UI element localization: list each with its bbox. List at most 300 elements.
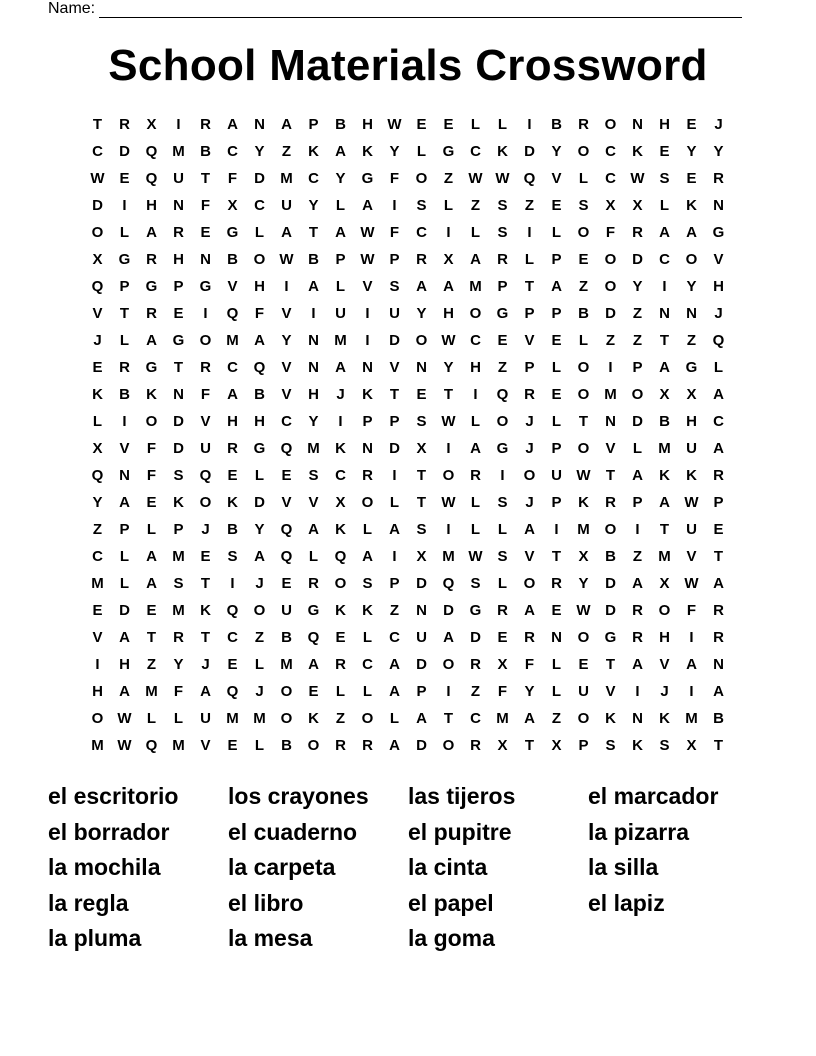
grid-letter[interactable]: O <box>604 521 617 538</box>
grid-letter[interactable]: R <box>551 575 562 592</box>
grid-letter[interactable]: Q <box>145 737 158 754</box>
grid-letter[interactable]: P <box>362 413 373 430</box>
grid-letter[interactable]: A <box>146 548 157 565</box>
grid-letter[interactable]: E <box>551 197 562 214</box>
grid-letter[interactable]: N <box>605 413 616 430</box>
grid-letter[interactable]: E <box>335 629 346 646</box>
grid-letter[interactable]: C <box>605 143 616 160</box>
grid-letter[interactable]: P <box>551 305 562 322</box>
grid-letter[interactable]: J <box>714 116 723 133</box>
grid-letter[interactable]: K <box>308 710 319 727</box>
grid-letter[interactable]: W <box>684 494 699 511</box>
grid-letter[interactable]: W <box>90 170 105 187</box>
grid-letter[interactable]: C <box>659 251 670 268</box>
grid-letter[interactable]: K <box>578 494 589 511</box>
grid-letter[interactable]: P <box>632 359 643 376</box>
grid-letter[interactable]: X <box>659 575 670 592</box>
grid-letter[interactable]: Q <box>145 143 158 160</box>
grid-letter[interactable]: U <box>335 305 346 322</box>
grid-letter[interactable]: J <box>525 494 534 511</box>
grid-letter[interactable]: V <box>200 413 211 430</box>
grid-letter[interactable]: I <box>392 467 397 484</box>
grid-letter[interactable]: D <box>605 575 616 592</box>
grid-letter[interactable]: G <box>496 305 509 322</box>
grid-letter[interactable]: Q <box>307 629 320 646</box>
grid-letter[interactable]: M <box>91 575 104 592</box>
grid-letter[interactable]: K <box>686 467 697 484</box>
grid-letter[interactable]: X <box>416 548 427 565</box>
grid-letter[interactable]: A <box>281 116 292 133</box>
grid-letter[interactable]: X <box>227 197 238 214</box>
grid-letter[interactable]: Y <box>713 143 724 160</box>
grid-letter[interactable]: O <box>442 656 455 673</box>
grid-letter[interactable]: D <box>524 143 535 160</box>
grid-letter[interactable]: P <box>416 683 427 700</box>
grid-letter[interactable]: T <box>119 305 130 322</box>
grid-letter[interactable]: B <box>227 251 238 268</box>
grid-letter[interactable]: H <box>254 278 265 295</box>
grid-letter[interactable]: T <box>416 467 427 484</box>
grid-letter[interactable]: A <box>146 224 157 241</box>
grid-letter[interactable]: W <box>630 170 645 187</box>
grid-letter[interactable]: M <box>280 656 293 673</box>
grid-letter[interactable]: K <box>362 143 373 160</box>
grid-letter[interactable]: L <box>443 197 454 214</box>
grid-letter[interactable]: G <box>199 278 212 295</box>
grid-letter[interactable]: O <box>604 278 617 295</box>
grid-letter[interactable]: I <box>473 386 478 403</box>
grid-letter[interactable]: J <box>201 521 210 538</box>
grid-letter[interactable]: G <box>469 602 482 619</box>
grid-letter[interactable]: Q <box>280 521 293 538</box>
grid-letter[interactable]: I <box>554 521 559 538</box>
grid-letter[interactable]: H <box>92 683 103 700</box>
grid-letter[interactable]: L <box>713 359 724 376</box>
grid-letter[interactable]: A <box>470 251 481 268</box>
grid-letter[interactable]: R <box>173 629 184 646</box>
grid-letter[interactable]: U <box>551 467 562 484</box>
grid-letter[interactable]: O <box>415 332 428 349</box>
grid-letter[interactable]: I <box>689 683 694 700</box>
grid-letter[interactable]: I <box>608 359 613 376</box>
grid-letter[interactable]: H <box>119 656 130 673</box>
grid-letter[interactable]: U <box>686 440 697 457</box>
grid-letter[interactable]: H <box>659 629 670 646</box>
grid-letter[interactable]: E <box>92 602 103 619</box>
grid-letter[interactable]: W <box>360 224 375 241</box>
grid-letter[interactable]: A <box>524 521 535 538</box>
grid-letter[interactable]: S <box>605 737 616 754</box>
grid-letter[interactable]: X <box>335 494 346 511</box>
grid-letter[interactable]: J <box>336 386 345 403</box>
grid-letter[interactable]: L <box>362 629 373 646</box>
grid-letter[interactable]: E <box>200 548 211 565</box>
grid-letter[interactable]: P <box>389 575 400 592</box>
grid-letter[interactable]: L <box>254 656 265 673</box>
grid-letter[interactable]: O <box>577 359 590 376</box>
grid-letter[interactable]: Q <box>226 305 239 322</box>
grid-letter[interactable]: A <box>686 224 697 241</box>
grid-letter[interactable]: N <box>119 467 130 484</box>
grid-letter[interactable]: Y <box>551 143 562 160</box>
grid-letter[interactable]: T <box>524 278 535 295</box>
grid-letter[interactable]: W <box>387 116 402 133</box>
grid-letter[interactable]: W <box>684 575 699 592</box>
grid-letter[interactable]: P <box>713 494 724 511</box>
grid-letter[interactable]: M <box>577 521 590 538</box>
grid-letter[interactable]: Y <box>254 143 265 160</box>
grid-letter[interactable]: I <box>338 413 343 430</box>
grid-letter[interactable]: X <box>686 737 697 754</box>
grid-letter[interactable]: A <box>524 602 535 619</box>
grid-letter[interactable]: Y <box>281 332 292 349</box>
grid-letter[interactable]: S <box>362 575 373 592</box>
grid-letter[interactable]: O <box>253 251 266 268</box>
grid-letter[interactable]: S <box>659 737 670 754</box>
grid-letter[interactable]: F <box>200 386 211 403</box>
grid-letter[interactable]: R <box>470 656 481 673</box>
grid-letter[interactable]: U <box>281 602 292 619</box>
grid-letter[interactable]: O <box>361 710 374 727</box>
grid-letter[interactable]: D <box>389 332 400 349</box>
grid-letter[interactable]: G <box>172 332 185 349</box>
grid-letter[interactable]: C <box>335 467 346 484</box>
grid-letter[interactable]: S <box>227 548 238 565</box>
grid-letter[interactable]: O <box>334 575 347 592</box>
grid-letter[interactable]: A <box>335 143 346 160</box>
grid-letter[interactable]: L <box>551 224 562 241</box>
grid-letter[interactable]: E <box>227 467 238 484</box>
grid-letter[interactable]: K <box>227 494 238 511</box>
grid-letter[interactable]: A <box>713 440 724 457</box>
grid-letter[interactable]: B <box>551 116 562 133</box>
grid-letter[interactable]: R <box>200 359 211 376</box>
grid-letter[interactable]: T <box>146 629 157 646</box>
grid-letter[interactable]: W <box>441 332 456 349</box>
grid-letter[interactable]: Z <box>470 683 481 700</box>
grid-letter[interactable]: F <box>227 170 238 187</box>
grid-letter[interactable]: Z <box>92 521 103 538</box>
grid-letter[interactable]: B <box>281 629 292 646</box>
grid-letter[interactable]: T <box>443 710 454 727</box>
grid-letter[interactable]: V <box>524 332 535 349</box>
grid-letter[interactable]: T <box>416 494 427 511</box>
grid-letter[interactable]: O <box>280 683 293 700</box>
grid-letter[interactable]: Q <box>145 170 158 187</box>
grid-letter[interactable]: A <box>146 332 157 349</box>
grid-letter[interactable]: A <box>389 521 400 538</box>
grid-letter[interactable]: E <box>227 656 238 673</box>
grid-letter[interactable]: L <box>497 575 508 592</box>
grid-letter[interactable]: A <box>416 278 427 295</box>
grid-letter[interactable]: K <box>335 440 346 457</box>
grid-letter[interactable]: S <box>416 521 427 538</box>
grid-letter[interactable]: L <box>389 710 400 727</box>
grid-letter[interactable]: P <box>578 737 589 754</box>
grid-letter[interactable]: O <box>577 224 590 241</box>
grid-letter[interactable]: O <box>496 413 509 430</box>
grid-letter[interactable]: O <box>280 710 293 727</box>
grid-letter[interactable]: E <box>551 386 562 403</box>
grid-letter[interactable]: O <box>604 251 617 268</box>
grid-letter[interactable]: D <box>119 602 130 619</box>
grid-letter[interactable]: I <box>527 116 532 133</box>
grid-letter[interactable]: I <box>527 224 532 241</box>
grid-letter[interactable]: X <box>92 440 103 457</box>
grid-letter[interactable]: L <box>470 224 481 241</box>
grid-letter[interactable]: R <box>227 440 238 457</box>
grid-letter[interactable]: K <box>632 143 643 160</box>
grid-letter[interactable]: E <box>659 143 670 160</box>
grid-letter[interactable]: B <box>200 143 211 160</box>
grid-letter[interactable]: A <box>713 683 724 700</box>
grid-letter[interactable]: P <box>335 251 346 268</box>
grid-letter[interactable]: L <box>389 494 400 511</box>
grid-letter[interactable]: O <box>577 143 590 160</box>
grid-letter[interactable]: V <box>227 278 238 295</box>
grid-letter[interactable]: A <box>227 116 238 133</box>
grid-letter[interactable]: C <box>308 170 319 187</box>
grid-letter[interactable]: T <box>389 386 400 403</box>
grid-letter[interactable]: T <box>551 548 562 565</box>
grid-letter[interactable]: L <box>470 521 481 538</box>
grid-letter[interactable]: T <box>173 359 184 376</box>
grid-letter[interactable]: R <box>119 116 130 133</box>
grid-letter[interactable]: O <box>631 386 644 403</box>
grid-letter[interactable]: P <box>551 494 562 511</box>
grid-letter[interactable]: Y <box>686 278 697 295</box>
grid-letter[interactable]: V <box>200 737 211 754</box>
grid-letter[interactable]: S <box>308 467 319 484</box>
grid-letter[interactable]: Y <box>308 197 319 214</box>
grid-letter[interactable]: M <box>172 737 185 754</box>
grid-letter[interactable]: I <box>446 224 451 241</box>
grid-letter[interactable]: R <box>173 224 184 241</box>
grid-letter[interactable]: J <box>255 683 264 700</box>
grid-letter[interactable]: R <box>416 251 427 268</box>
grid-letter[interactable]: F <box>146 467 157 484</box>
grid-letter[interactable]: T <box>713 548 724 565</box>
grid-letter[interactable]: H <box>470 359 481 376</box>
grid-letter[interactable]: Q <box>226 602 239 619</box>
grid-letter[interactable]: N <box>713 656 724 673</box>
grid-letter[interactable]: A <box>308 278 319 295</box>
grid-letter[interactable]: R <box>200 116 211 133</box>
grid-letter[interactable]: I <box>446 683 451 700</box>
grid-letter[interactable]: H <box>713 278 724 295</box>
grid-letter[interactable]: X <box>416 440 427 457</box>
grid-letter[interactable]: C <box>281 413 292 430</box>
grid-letter[interactable]: X <box>578 548 589 565</box>
grid-letter[interactable]: C <box>416 224 427 241</box>
grid-letter[interactable]: Y <box>254 521 265 538</box>
grid-letter[interactable]: M <box>280 170 293 187</box>
grid-letter[interactable]: S <box>173 467 184 484</box>
grid-letter[interactable]: A <box>308 656 319 673</box>
grid-letter[interactable]: R <box>632 629 643 646</box>
grid-letter[interactable]: B <box>308 251 319 268</box>
grid-letter[interactable]: K <box>308 143 319 160</box>
grid-letter[interactable]: P <box>119 521 130 538</box>
grid-letter[interactable]: L <box>119 548 130 565</box>
grid-letter[interactable]: A <box>119 683 130 700</box>
grid-letter[interactable]: Z <box>443 170 454 187</box>
grid-letter[interactable]: I <box>203 305 208 322</box>
grid-letter[interactable]: P <box>173 521 184 538</box>
grid-letter[interactable]: G <box>496 440 509 457</box>
grid-letter[interactable]: O <box>523 467 536 484</box>
grid-letter[interactable]: Y <box>443 359 454 376</box>
grid-letter[interactable]: K <box>605 710 616 727</box>
grid-letter[interactable]: C <box>92 143 103 160</box>
grid-letter[interactable]: I <box>392 548 397 565</box>
grid-letter[interactable]: Y <box>686 143 697 160</box>
grid-letter[interactable]: Q <box>442 575 455 592</box>
grid-letter[interactable]: G <box>253 440 266 457</box>
grid-letter[interactable]: Y <box>389 143 400 160</box>
grid-letter[interactable]: J <box>660 683 669 700</box>
grid-letter[interactable]: E <box>713 521 724 538</box>
grid-letter[interactable]: M <box>172 548 185 565</box>
grid-letter[interactable]: D <box>470 629 481 646</box>
grid-letter[interactable]: Q <box>523 170 536 187</box>
grid-letter[interactable]: S <box>389 278 400 295</box>
grid-letter[interactable]: F <box>146 440 157 457</box>
grid-letter[interactable]: R <box>470 737 481 754</box>
grid-letter[interactable]: X <box>686 386 697 403</box>
grid-letter[interactable]: G <box>307 602 320 619</box>
grid-letter[interactable]: Q <box>280 440 293 457</box>
grid-letter[interactable]: L <box>335 197 346 214</box>
grid-letter[interactable]: C <box>389 629 400 646</box>
grid-letter[interactable]: F <box>524 656 535 673</box>
grid-letter[interactable]: D <box>173 413 184 430</box>
grid-letter[interactable]: J <box>255 575 264 592</box>
grid-letter[interactable]: L <box>254 224 265 241</box>
grid-letter[interactable]: A <box>551 278 562 295</box>
grid-letter[interactable]: N <box>632 710 643 727</box>
grid-letter[interactable]: E <box>308 683 319 700</box>
grid-letter[interactable]: M <box>172 602 185 619</box>
grid-letter[interactable]: A <box>686 656 697 673</box>
grid-letter[interactable]: I <box>284 278 289 295</box>
grid-letter[interactable]: A <box>254 332 265 349</box>
grid-letter[interactable]: Z <box>605 332 616 349</box>
grid-letter[interactable]: L <box>308 548 319 565</box>
grid-letter[interactable]: I <box>635 521 640 538</box>
grid-letter[interactable]: S <box>497 494 508 511</box>
grid-letter[interactable]: O <box>469 305 482 322</box>
grid-letter[interactable]: C <box>470 710 481 727</box>
grid-letter[interactable]: Y <box>92 494 103 511</box>
grid-letter[interactable]: C <box>227 629 238 646</box>
grid-letter[interactable]: T <box>308 224 319 241</box>
grid-letter[interactable]: K <box>362 602 373 619</box>
grid-letter[interactable]: M <box>226 332 239 349</box>
grid-letter[interactable]: F <box>254 305 265 322</box>
grid-letter[interactable]: V <box>524 548 535 565</box>
grid-letter[interactable]: K <box>335 521 346 538</box>
grid-letter[interactable]: M <box>91 737 104 754</box>
grid-letter[interactable]: O <box>658 602 671 619</box>
grid-letter[interactable]: V <box>281 494 292 511</box>
grid-letter[interactable]: N <box>254 116 265 133</box>
grid-letter[interactable]: E <box>551 332 562 349</box>
grid-letter[interactable]: U <box>389 305 400 322</box>
grid-letter[interactable]: I <box>446 521 451 538</box>
grid-letter[interactable]: E <box>686 170 697 187</box>
grid-letter[interactable]: G <box>226 224 239 241</box>
grid-letter[interactable]: R <box>713 170 724 187</box>
grid-letter[interactable]: Z <box>389 602 400 619</box>
grid-letter[interactable]: E <box>578 656 589 673</box>
grid-letter[interactable]: F <box>173 683 184 700</box>
grid-letter[interactable]: F <box>389 170 400 187</box>
grid-letter[interactable]: T <box>443 386 454 403</box>
grid-letter[interactable]: M <box>469 278 482 295</box>
grid-letter[interactable]: I <box>122 197 127 214</box>
grid-letter[interactable]: O <box>685 251 698 268</box>
grid-letter[interactable]: D <box>605 305 616 322</box>
grid-letter[interactable]: L <box>146 521 157 538</box>
grid-letter[interactable]: R <box>308 575 319 592</box>
grid-letter[interactable]: M <box>658 548 671 565</box>
grid-letter[interactable]: S <box>173 575 184 592</box>
grid-letter[interactable]: C <box>254 197 265 214</box>
grid-letter[interactable]: A <box>335 359 346 376</box>
grid-letter[interactable]: O <box>199 494 212 511</box>
grid-letter[interactable]: V <box>308 494 319 511</box>
grid-letter[interactable]: G <box>442 143 455 160</box>
grid-letter[interactable]: N <box>362 359 373 376</box>
grid-letter[interactable]: C <box>605 170 616 187</box>
grid-letter[interactable]: D <box>119 143 130 160</box>
grid-letter[interactable]: O <box>577 386 590 403</box>
grid-letter[interactable]: N <box>173 197 184 214</box>
grid-letter[interactable]: Y <box>416 305 427 322</box>
grid-letter[interactable]: O <box>415 170 428 187</box>
grid-letter[interactable]: A <box>362 548 373 565</box>
grid-letter[interactable]: A <box>200 683 211 700</box>
grid-letter[interactable]: H <box>227 413 238 430</box>
grid-letter[interactable]: A <box>119 629 130 646</box>
grid-letter[interactable]: L <box>551 656 562 673</box>
grid-letter[interactable]: R <box>335 656 346 673</box>
grid-letter[interactable]: H <box>254 413 265 430</box>
grid-letter[interactable]: U <box>686 521 697 538</box>
grid-letter[interactable]: L <box>254 737 265 754</box>
grid-letter[interactable]: Z <box>551 710 562 727</box>
grid-letter[interactable]: X <box>92 251 103 268</box>
grid-letter[interactable]: V <box>605 440 616 457</box>
grid-letter[interactable]: V <box>119 440 130 457</box>
grid-letter[interactable]: A <box>524 710 535 727</box>
grid-letter[interactable]: H <box>173 251 184 268</box>
grid-letter[interactable]: I <box>176 116 181 133</box>
grid-letter[interactable]: A <box>632 575 643 592</box>
grid-letter[interactable]: J <box>714 305 723 322</box>
grid-letter[interactable]: T <box>659 521 670 538</box>
grid-letter[interactable]: E <box>416 116 427 133</box>
grid-letter[interactable]: W <box>576 467 591 484</box>
grid-letter[interactable]: Y <box>524 683 535 700</box>
grid-letter[interactable]: D <box>92 197 103 214</box>
grid-letter[interactable]: L <box>497 116 508 133</box>
grid-letter[interactable]: A <box>119 494 130 511</box>
grid-letter[interactable]: E <box>146 494 157 511</box>
grid-letter[interactable]: T <box>578 413 589 430</box>
grid-letter[interactable]: R <box>470 467 481 484</box>
